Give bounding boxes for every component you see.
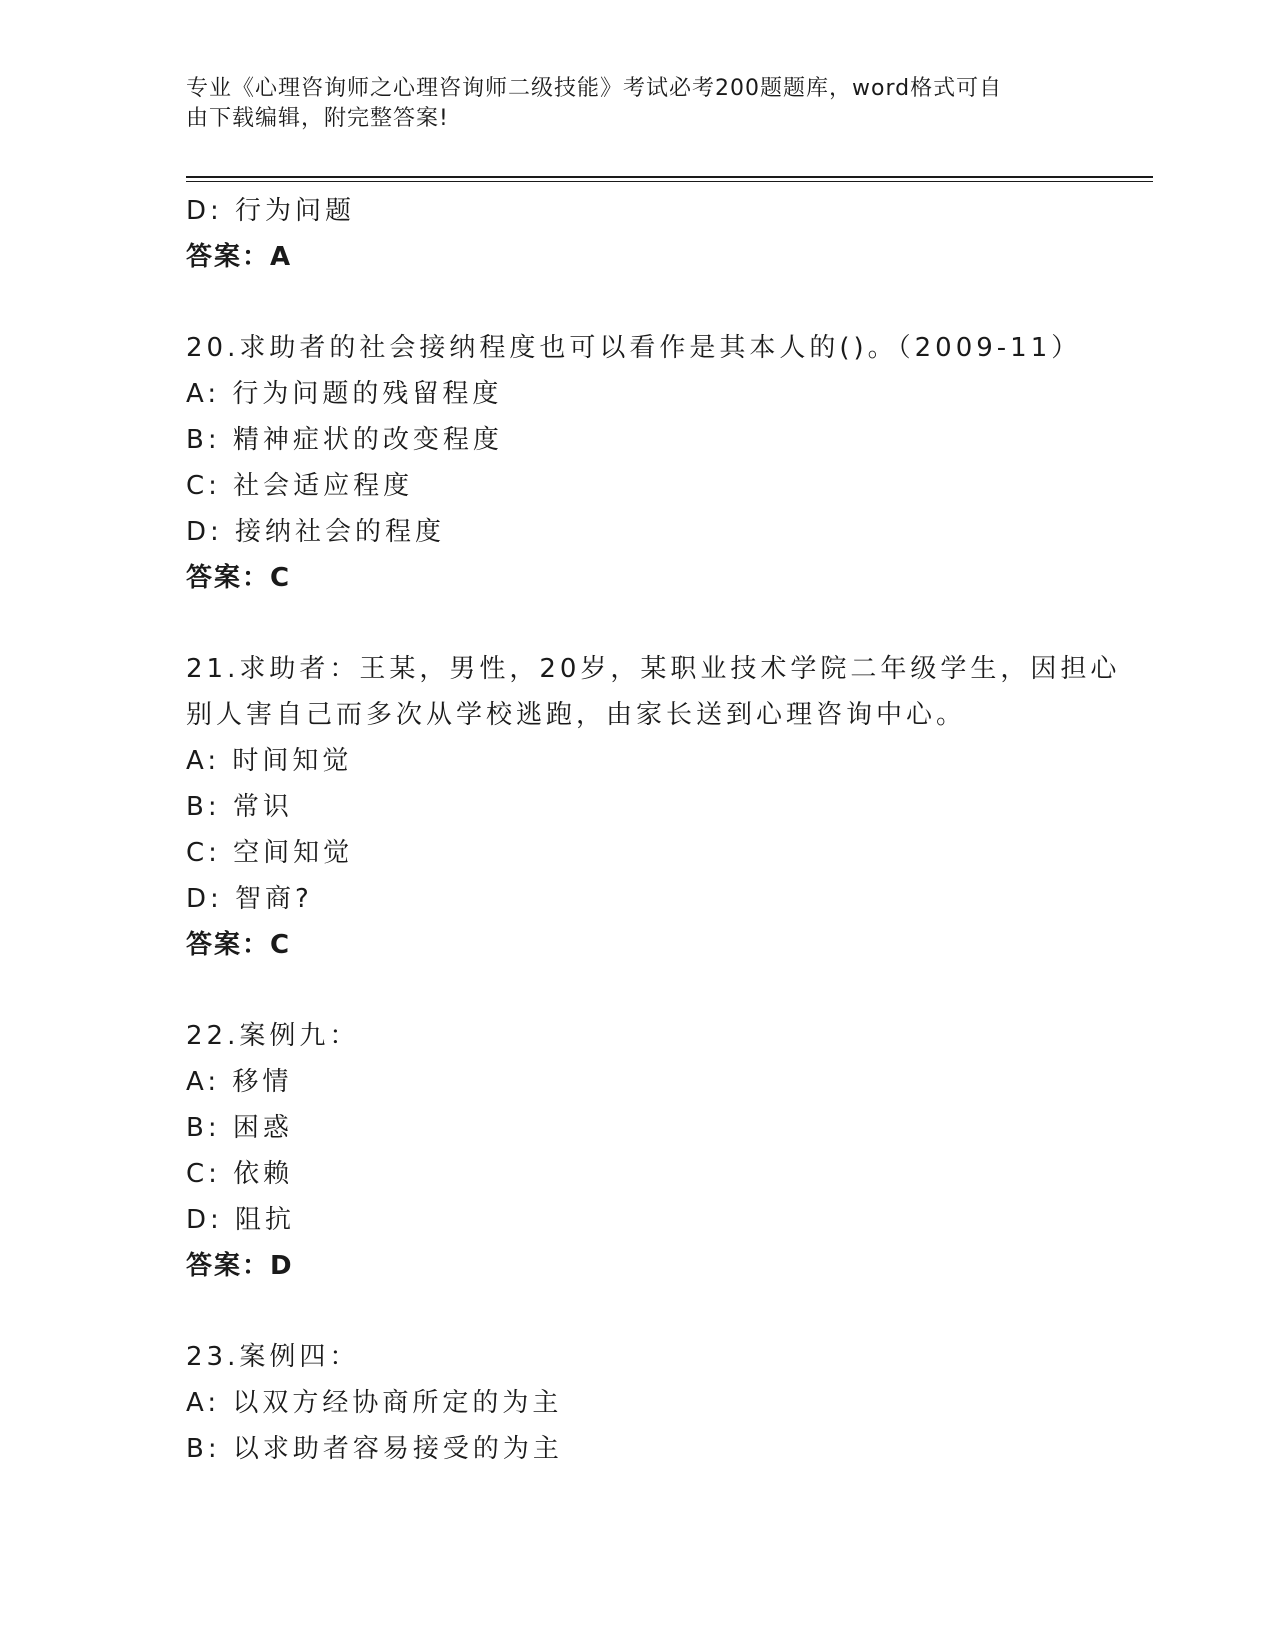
answer-line: 答案：C [186,930,292,960]
question-stem: 22.案例九： [186,1021,360,1051]
option-a: A: 移情 [186,1067,293,1097]
option-a: A: 时间知觉 [186,746,353,776]
option-b: B: 以求助者容易接受的为主 [186,1434,563,1464]
option-d: D: 行为问题 [186,196,356,226]
question-stem: 21.求助者：王某，男性，20岁，某职业技术学院二年级学生，因担心 [186,654,1121,684]
option-d: D: 接纳社会的程度 [186,517,446,547]
option-a: A: 以双方经协商所定的为主 [186,1388,563,1418]
option-c: C: 空间知觉 [186,838,354,868]
header-line-2: 由下载编辑，附完整答案! [186,106,449,131]
spacer [186,280,1153,325]
page-header [186,74,1086,134]
header-divider-thick [186,176,1153,178]
option-a: A: 行为问题的残留程度 [186,379,503,409]
option-d: D: 智商? [186,884,313,914]
question-20 [186,325,1153,601]
header-line-1: 专业《心理咨询师之心理咨询师二级技能》考试必考200题题库，word格式可自 [186,76,1003,101]
option-b: B: 精神症状的改变程度 [186,425,503,455]
answer-line: 答案：D [186,1251,294,1281]
header-divider-thin [186,181,1153,182]
answer-line: 答案：C [186,563,292,593]
question-stem: 20.求助者的社会接纳程度也可以看作是其本人的()。（2009-11） [186,333,1082,363]
question-stem-continued: 别人害自己而多次从学校逃跑，由家长送到心理咨询中心。 [186,700,967,730]
option-c: C: 社会适应程度 [186,471,414,501]
question-21 [186,646,1153,968]
option-c: C: 依赖 [186,1159,294,1189]
option-b: B: 常识 [186,792,293,822]
question-list [186,188,1153,1472]
spacer [186,1289,1153,1334]
option-b: B: 困惑 [186,1113,293,1143]
spacer [186,968,1153,1013]
question-22 [186,1013,1153,1289]
question-23 [186,1334,1153,1472]
question-stem: 23.案例四： [186,1342,360,1372]
option-d: D: 阻抗 [186,1205,296,1235]
spacer [186,601,1153,646]
answer-line: 答案：A [186,242,293,272]
